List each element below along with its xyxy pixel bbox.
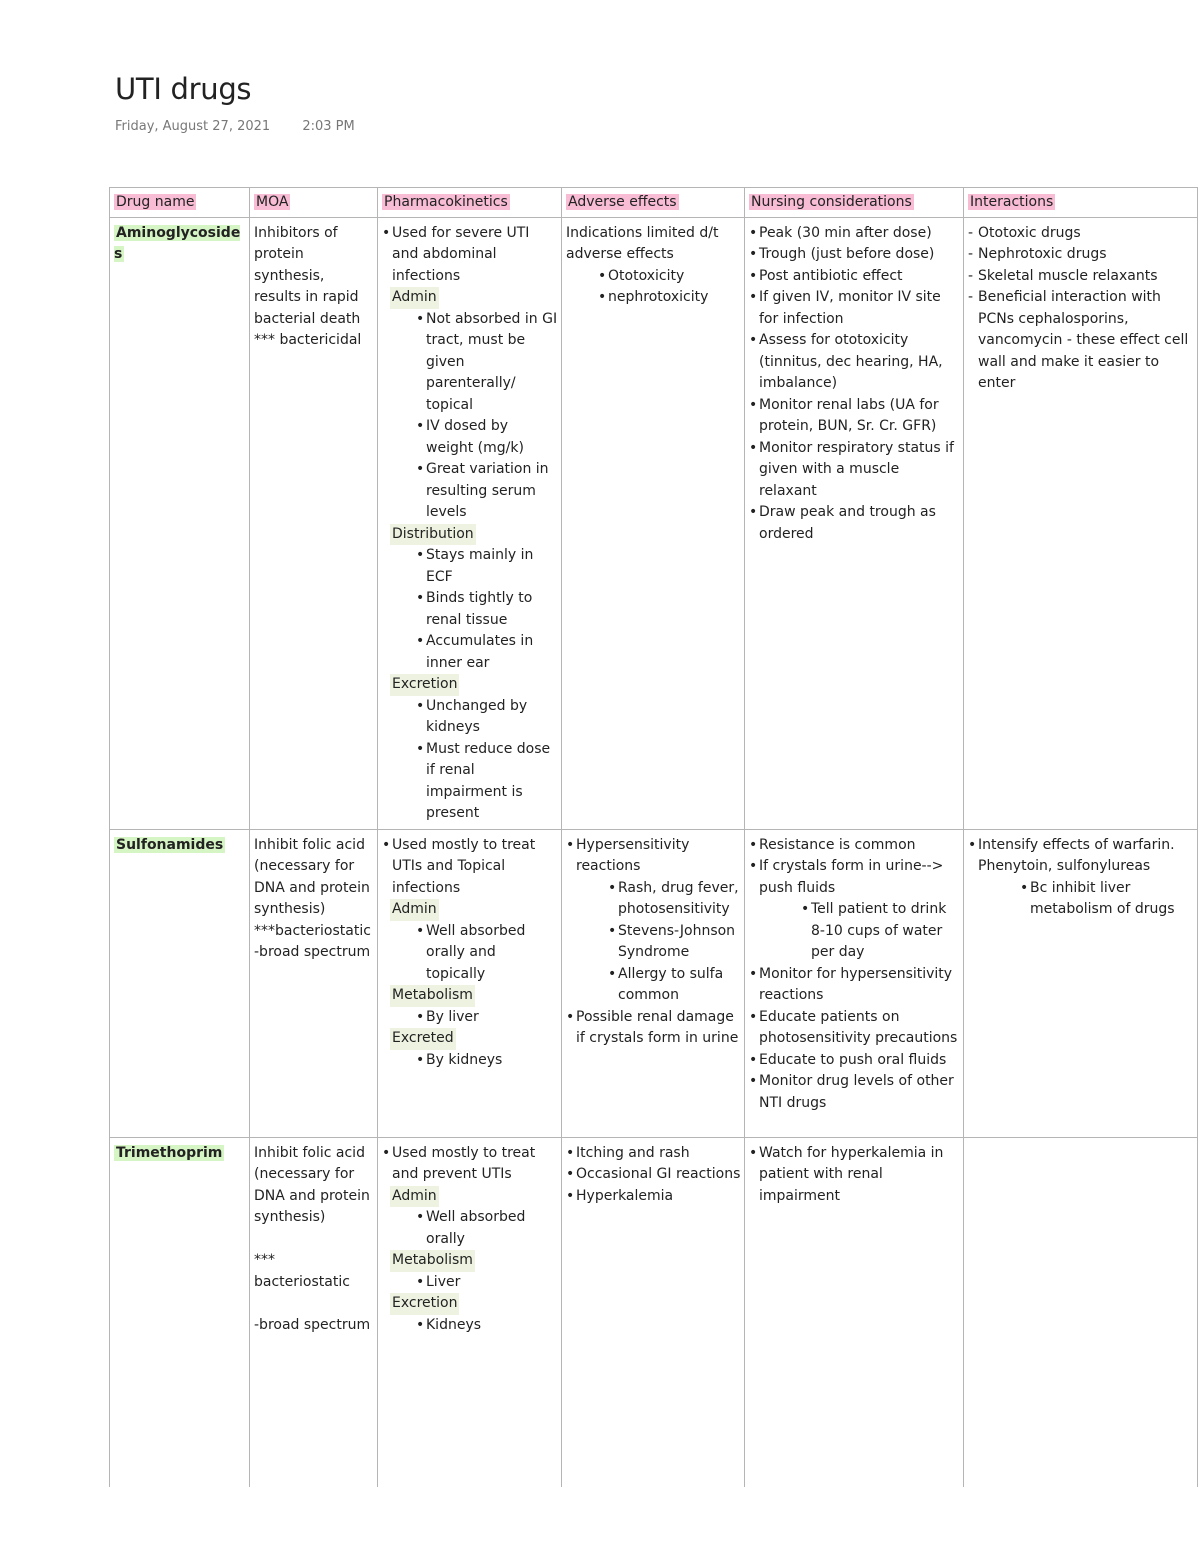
table-header-row — [110, 188, 1198, 218]
nursing-item-text: If crystals form in urine--> push fluids — [759, 858, 944, 896]
nursing-cell — [745, 217, 964, 829]
list-item: • Peak (30 min after dose) — [749, 223, 960, 245]
list-item: - Nephrotoxic drugs — [968, 244, 1194, 266]
list-item: • Watch for hyperkalemia in patient with renal impairment — [749, 1143, 960, 1208]
moa-line: Inhibit folic acid (necessary for DNA and protein synthesis) — [254, 836, 375, 917]
ae-item-text: Hypersensitivity reactions — [576, 836, 690, 874]
list-item: • Used mostly to treat and prevent UTIs — [382, 1143, 558, 1186]
drug-cell — [110, 829, 250, 1137]
list-item: • Post antibiotic effect — [749, 266, 960, 288]
list-item: • Kidneys — [416, 1315, 558, 1337]
list-item: • By kidneys — [416, 1050, 558, 1072]
interactions-cell — [964, 217, 1198, 829]
drug-cell — [110, 217, 250, 829]
list-item: • Unchanged by kidneys — [416, 696, 558, 739]
list-item: • Monitor respiratory status if given with a muscle relaxant — [749, 438, 960, 503]
header-cell — [964, 188, 1198, 218]
drug-name: Sulfonamides — [116, 836, 224, 853]
pk-cell — [378, 829, 562, 1137]
list-item — [749, 856, 960, 964]
moa-line: ***bacteriostatic — [254, 922, 371, 939]
list-item: • Draw peak and trough as ordered — [749, 502, 960, 545]
moa-cell — [250, 829, 378, 1137]
header-pharmacokinetics: Pharmacokinetics — [384, 194, 508, 210]
list-item: • nephrotoxicity — [598, 287, 741, 309]
list-item: • Bc inhibit liver metabolism of drugs — [1020, 878, 1194, 921]
list-item: • Used for severe UTI and abdominal infections — [382, 223, 558, 288]
header-cell — [745, 188, 964, 218]
list-item: • Monitor for hypersensitivity reactions — [749, 964, 960, 1007]
pk-section-label: Admin — [390, 899, 439, 921]
adverse-effects-cell — [562, 1137, 745, 1487]
drug-name: Trimethoprim — [116, 1144, 223, 1161]
header-cell — [562, 188, 745, 218]
header-adverse-effects: Adverse effects — [568, 194, 677, 210]
moa-line: *** bactericidal — [254, 332, 362, 348]
adverse-effects-cell — [562, 217, 745, 829]
moa-line: *** — [254, 1252, 275, 1268]
pk-section-label: Excretion — [390, 1293, 459, 1315]
pk-section-label: Metabolism — [390, 1250, 475, 1272]
page-meta — [115, 119, 355, 134]
list-item: • Accumulates in inner ear — [416, 631, 558, 674]
list-item: • If given IV, monitor IV site for infection — [749, 287, 960, 330]
list-item: • Well absorbed orally — [416, 1207, 558, 1250]
list-item: • IV dosed by weight (mg/k) — [416, 416, 558, 459]
moa-line: Inhibit folic acid (necessary for DNA and protein synthesis) — [254, 1144, 375, 1225]
moa-line: bacteriostatic — [254, 1273, 350, 1290]
blank-line — [254, 1229, 374, 1251]
pk-section-label: Metabolism — [390, 985, 475, 1007]
list-item: • Must reduce dose if renal impairment is present — [416, 739, 558, 825]
list-item: • Rash, drug fever, photosensitivity — [608, 878, 741, 921]
list-item: • Itching and rash — [566, 1143, 741, 1165]
list-item: • Ototoxicity — [598, 266, 741, 288]
list-item — [566, 835, 741, 1007]
table-row — [110, 1137, 1198, 1487]
moa-line: -broad spectrum — [254, 1316, 371, 1333]
list-item: • Allergy to sulfa common — [608, 964, 741, 1007]
list-item: • Well absorbed orally and topically — [416, 921, 558, 986]
pk-cell — [378, 217, 562, 829]
nursing-cell — [745, 829, 964, 1137]
header-cell — [378, 188, 562, 218]
blank-line — [254, 1293, 374, 1315]
header-moa: MOA — [256, 194, 289, 210]
header-cell — [110, 188, 250, 218]
interactions-cell — [964, 829, 1198, 1137]
pk-section-label: Excretion — [390, 674, 459, 696]
adverse-effects-cell — [562, 829, 745, 1137]
list-item: - Beneficial interaction with PCNs cephalosporins, vancomycin - these effect cell wall and make it easier to enter — [968, 287, 1194, 395]
table-row — [110, 829, 1198, 1137]
list-item: • Binds tightly to renal tissue — [416, 588, 558, 631]
list-item: - Ototoxic drugs — [968, 223, 1194, 245]
list-item: • Great variation in resulting serum levels — [416, 459, 558, 524]
list-item: • Liver — [416, 1272, 558, 1294]
interaction-text: Intensify effects of warfarin. Phenytoin, sulfonylureas — [978, 836, 1175, 874]
list-item: • Stevens-Johnson Syndrome — [608, 921, 741, 964]
ae-text: Indications limited d/t adverse effects — [566, 224, 723, 262]
list-item: • Resistance is common — [749, 835, 960, 857]
list-item: • Used mostly to treat UTIs and Topical infections — [382, 835, 558, 900]
pk-section-label: Distribution — [390, 524, 476, 546]
nursing-cell — [745, 1137, 964, 1487]
drug-name: Aminoglycosides — [114, 224, 241, 262]
list-item: • Hyperkalemia — [566, 1186, 741, 1208]
header-cell — [250, 188, 378, 218]
pk-section-label: Admin — [390, 287, 439, 309]
interactions-cell — [964, 1137, 1198, 1487]
header-nursing-considerations: Nursing considerations — [751, 194, 912, 210]
pk-section-label: Excreted — [390, 1028, 456, 1050]
moa-line: -broad spectrum — [254, 944, 371, 960]
page-time: 2:03 PM — [302, 119, 355, 134]
header-drug-name: Drug name — [116, 194, 195, 210]
page-date: Friday, August 27, 2021 — [115, 119, 271, 134]
pk-section-label: Admin — [390, 1186, 439, 1208]
list-item: - Skeletal muscle relaxants — [968, 266, 1194, 288]
list-item: • Stays mainly in ECF — [416, 545, 558, 588]
list-item: • Possible renal damage if crystals form in urine — [566, 1007, 741, 1050]
list-item: • Monitor renal labs (UA for protein, BUN, Sr. Cr. GFR) — [749, 395, 960, 438]
list-item: • Occasional GI reactions — [566, 1164, 741, 1186]
pk-cell — [378, 1137, 562, 1487]
list-item: • Educate patients on photosensitivity precautions — [749, 1007, 960, 1050]
drug-cell — [110, 1137, 250, 1487]
moa-cell — [250, 1137, 378, 1487]
list-item: • Monitor drug levels of other NTI drugs — [749, 1071, 960, 1114]
table-row — [110, 217, 1198, 829]
list-item: • Tell patient to drink 8-10 cups of water per day — [801, 899, 960, 964]
list-item: • By liver — [416, 1007, 558, 1029]
list-item: • Assess for ototoxicity (tinnitus, dec hearing, HA, imbalance) — [749, 330, 960, 395]
list-item — [968, 835, 1194, 921]
header-interactions: Interactions — [970, 194, 1054, 210]
moa-line: Inhibitors of protein synthesis, results in rapid bacterial death — [254, 224, 364, 327]
drug-table — [109, 187, 1198, 1487]
list-item: • Not absorbed in GI tract, must be given parenterally/ topical — [416, 309, 558, 417]
list-item: • Trough (just before dose) — [749, 244, 960, 266]
page-title: UTI drugs — [115, 72, 252, 106]
moa-cell — [250, 217, 378, 829]
list-item: • Educate to push oral fluids — [749, 1050, 960, 1072]
